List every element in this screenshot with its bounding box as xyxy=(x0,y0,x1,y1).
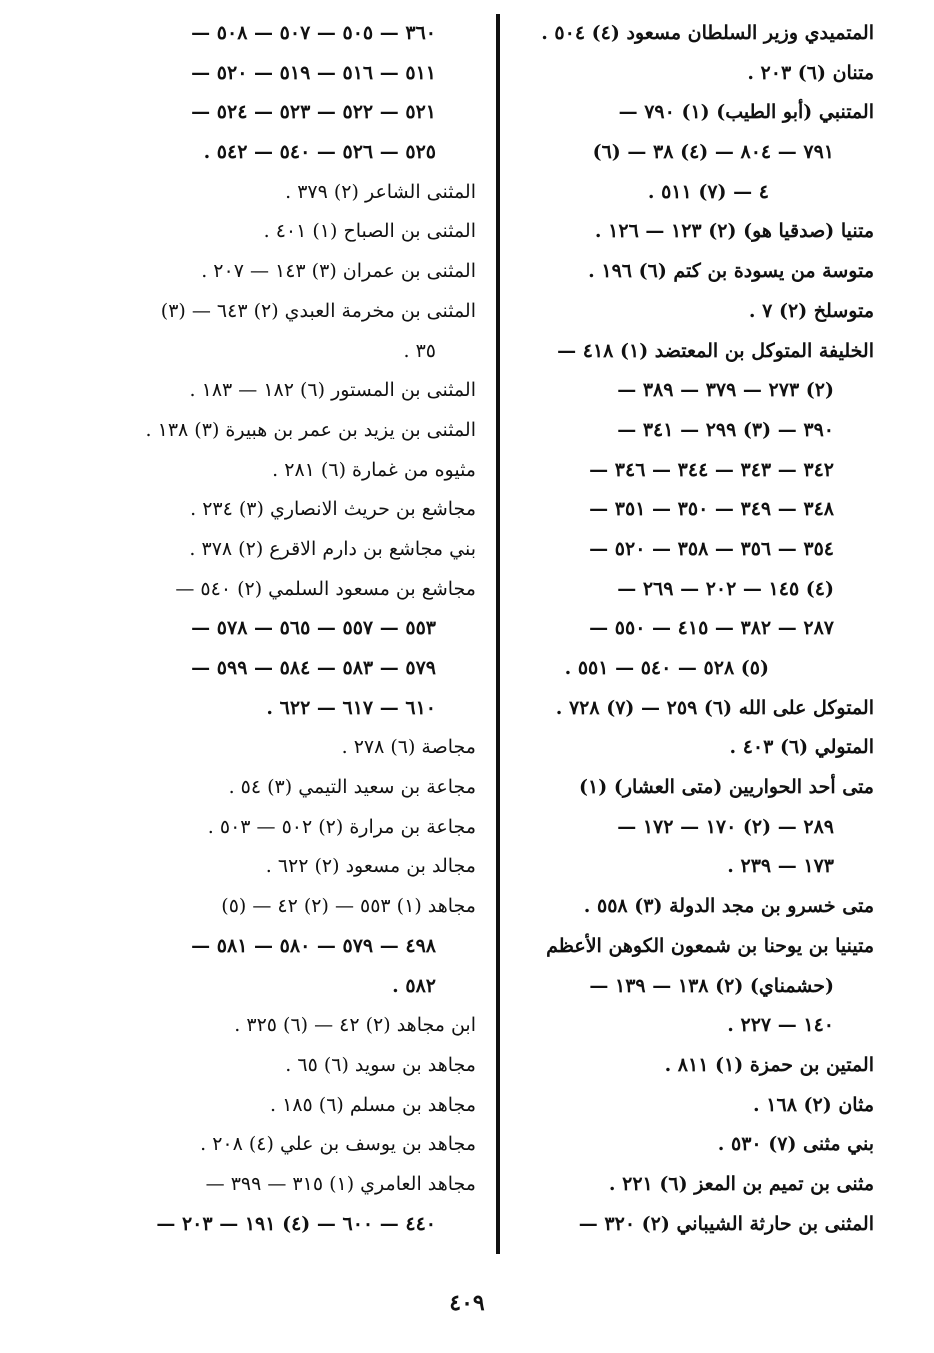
index-entry-line: مجالد بن مسعود (٢) ٦٢٢ . xyxy=(265,855,476,878)
index-entry-line: مجاهد بن سويد (٦) ٦٥ . xyxy=(285,1053,476,1076)
index-entry-line: ٤٤٠ — ٦٠٠ — (٤) ١٩١ — ٢٠٣ — xyxy=(156,1212,436,1235)
index-entry-line: مجاهد (١) ٥٥٣ — (٢) ٤٢ — (٥) xyxy=(221,895,476,918)
index-entry-line: مجاشع بن مسعود السلمي (٢) ٥٤٠ — xyxy=(175,577,476,600)
index-entry-line: مجاهد بن يوسف بن علي (٤) ٢٠٨ . xyxy=(200,1133,476,1156)
index-entry-line: ٥٢١ — ٥٢٢ — ٥٢٣ — ٥٢٤ — xyxy=(191,101,436,124)
index-entry-line: بني مثنى (٧) ٥٣٠ . xyxy=(717,1133,874,1156)
index-entry-line: ١٤٠ — ٢٢٧ . xyxy=(727,1014,834,1037)
index-entry-line: المثنى الشاعر (٢) ٣٧٩ . xyxy=(285,180,476,203)
index-entry-line: بني مجاشع بن دارم الاقرع (٢) ٣٧٨ . xyxy=(189,537,476,560)
index-entry-line: المثنى بن المستور (٦) ١٨٢ — ١٨٣ . xyxy=(189,379,476,402)
index-entry-line: مجاهد بن مسلم (٦) ١٨٥ . xyxy=(270,1093,476,1116)
index-entry-line: متى أحد الحواريين (متى العشار) (١) xyxy=(579,776,874,799)
page-number: ٤٠٩ xyxy=(449,1290,485,1316)
index-entry-line: ١٧٣ — ٢٣٩ . xyxy=(727,855,834,878)
index-entry-line: ٥٢٥ — ٥٢٦ — ٥٤٠ — ٥٤٢ . xyxy=(203,141,436,164)
index-entry-line: ٣٤٨ — ٣٤٩ — ٣٥٠ — ٣٥١ — xyxy=(589,498,834,521)
index-entry-line: متينيا بن يوحنا بن شمعون الكوهن الأعظم xyxy=(546,934,874,957)
index-entry-line: المثنى بن الصباح (١) ٤٠١ . xyxy=(263,220,476,243)
index-entry-line: متى خسرو بن مجد الدولة (٣) ٥٥٨ . xyxy=(583,895,874,918)
index-entry-line: مثيوه من غمارة (٦) ٢٨١ . xyxy=(272,458,476,481)
index-entry-line: المتوكل على الله (٦) ٢٥٩ — (٧) ٧٢٨ . xyxy=(555,696,874,719)
index-entry-line: المثنى بن يزيد بن عمر بن هبيرة (٣) ١٣٨ . xyxy=(145,418,476,441)
index-entry-line: مجاعة بن سعيد التيمي (٣) ٥٤ . xyxy=(228,776,476,799)
index-entry-line: مجاعة بن مرارة (٢) ٥٠٢ — ٥٠٣ . xyxy=(207,815,476,838)
index-entry-line: ٥١١ — ٥١٦ — ٥١٩ — ٥٢٠ — xyxy=(191,61,436,84)
index-entry-line: متنيا (صدقيا هو) (٢) ١٢٣ — ١٢٦ . xyxy=(594,220,874,243)
index-entry-line: ٤٩٨ — ٥٧٩ — ٥٨٠ — ٥٨١ — xyxy=(191,934,436,957)
index-entry-line: المتميدي وزير السلطان مسعود (٤) ٥٠٤ . xyxy=(541,22,874,44)
index-entry-line: المثنى بن حارثة الشيباني (٢) ٣٢٠ — xyxy=(578,1212,874,1235)
index-entry-line: مثان (٢) ١٦٨ . xyxy=(753,1093,874,1116)
index-entry-line: (٢) ٢٧٣ — ٣٧٩ — ٣٨٩ — xyxy=(617,379,834,402)
index-entry-line: ٣٦٠ — ٥٠٥ — ٥٠٧ — ٥٠٨ — xyxy=(191,22,436,44)
index-entry-line: ٣٥ . xyxy=(403,339,436,362)
index-entry-line: ٦١٠ — ٦١٧ — ٦٢٢ . xyxy=(266,696,436,719)
index-entry-line: متنان (٦) ٢٠٣ . xyxy=(747,61,874,84)
index-entry-line: مجاصة (٦) ٢٧٨ . xyxy=(341,736,476,759)
index-entry-line: (٥) ٥٢٨ — ٥٤٠ — ٥٥١ . xyxy=(564,657,769,679)
index-entry-line: ٥٥٣ — ٥٥٧ — ٥٦٥ — ٥٧٨ — xyxy=(191,617,436,640)
index-entry-line: ابن مجاهد (٢) ٤٢ — (٦) ٣٢٥ . xyxy=(234,1014,476,1037)
index-entry-line: ٣٤٢ — ٣٤٣ — ٣٤٤ — ٣٤٦ — xyxy=(589,458,834,481)
index-entry-line: متوسلخ (٢) ٧ . xyxy=(748,299,874,322)
index-entry-line: المتنبي (أبو الطيب) (١) ٧٩٠ — xyxy=(618,101,874,124)
index-entry-line: متوسة من يسودة بن كتم (٦) ١٩٦ . xyxy=(588,260,874,283)
index-entry-line: ٥٨٢ . xyxy=(392,974,436,997)
index-entry-line: المتولي (٦) ٤٠٣ . xyxy=(729,736,874,759)
index-entry-line: ٤ — (٧) ٥١١ . xyxy=(647,180,769,203)
right-index-column xyxy=(504,14,874,1244)
index-entry-line: الخليفة المتوكل بن المعتضد (١) ٤١٨ — xyxy=(557,339,874,362)
index-entry-line: مثنى بن تميم بن المعز (٦) ٢٢١ . xyxy=(608,1172,874,1195)
index-entry-line: ٧٩١ — ٨٠٤ — (٤) ٣٨ — (٦) xyxy=(592,141,834,164)
column-divider xyxy=(496,14,500,1254)
index-entry-line: ٥٧٩ — ٥٨٣ — ٥٨٤ — ٥٩٩ — xyxy=(191,657,436,679)
index-entry-line: (حشمناي) (٢) ١٣٨ — ١٣٩ — xyxy=(589,974,834,997)
index-entry-line: ٣٥٤ — ٣٥٦ — ٣٥٨ — ٥٢٠ — xyxy=(589,537,834,560)
index-entry-line: ٢٨٩ — (٢) ١٧٠ — ١٧٢ — xyxy=(617,815,834,838)
index-entry-line: المثنى بن عمران (٣) ١٤٣ — ٢٠٧ . xyxy=(201,260,476,283)
index-entry-line: المثنى بن مخرمة العبدي (٢) ٦٤٣ — (٣) xyxy=(160,299,476,322)
index-entry-line: (٤) ١٤٥ — ٢٠٢ — ٢٦٩ — xyxy=(617,577,834,600)
index-entry-line: مجاشع بن حريث الانصاري (٣) ٢٣٤ . xyxy=(190,498,476,521)
index-entry-line: مجاهد العامري (١) ٣١٥ — ٣٩٩ — xyxy=(205,1172,476,1195)
left-index-column xyxy=(106,14,476,1244)
index-entry-line: ٣٩٠ — (٣) ٢٩٩ — ٣٤١ — xyxy=(617,418,834,441)
index-entry-line: المتين بن حمزة (١) ٨١١ . xyxy=(664,1053,874,1076)
index-entry-line: ٢٨٧ — ٣٨٢ — ٤١٥ — ٥٥٠ — xyxy=(589,617,834,640)
